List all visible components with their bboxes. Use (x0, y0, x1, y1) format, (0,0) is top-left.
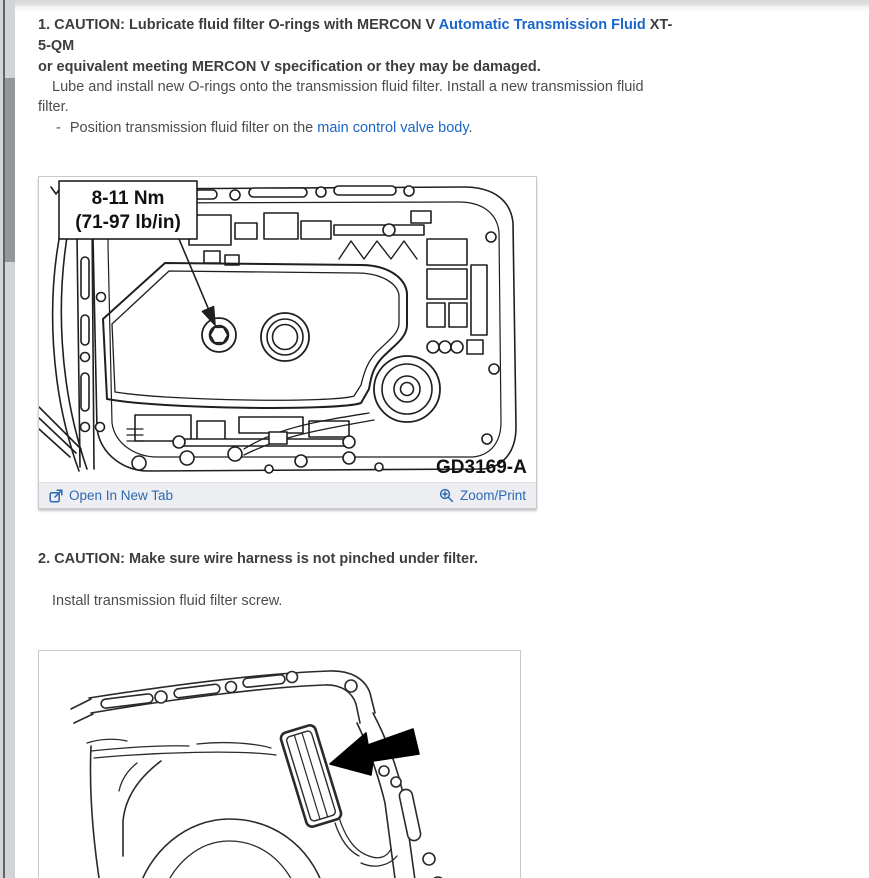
step1-caution (38, 15, 678, 78)
open-in-new-tab-label: Open In New Tab (69, 488, 174, 503)
step1-paragraph-line2: filter. (38, 99, 69, 115)
step1-bullet-text: Position transmission fluid filter on the (69, 120, 318, 136)
open-in-new-tab-icon (49, 489, 63, 503)
step1-caution-text-2: XT-5-QM (38, 17, 673, 54)
document-content (15, 0, 869, 878)
valve-body-link[interactable]: main control valve body (317, 120, 469, 136)
step2-number: 2. (38, 551, 51, 567)
step1-bullet (56, 118, 656, 138)
step1-paragraph (38, 77, 653, 117)
torque-callout-line2: (71-97 lb/in) (75, 212, 181, 233)
step2-caution (38, 549, 678, 570)
step2-paragraph: Install transmission fluid filter screw. (52, 593, 283, 609)
zoom-print-link[interactable] (439, 488, 526, 503)
left-scrollbar-track[interactable] (0, 0, 15, 878)
atf-link[interactable]: Automatic Transmission Fluid (438, 17, 646, 33)
bullet-dash: - (56, 120, 61, 136)
figure2-pan-filter-diagram (39, 651, 520, 878)
step1-caution-text-3: or equivalent meeting MERCON V specification or they may be damaged. (38, 59, 541, 75)
step1-bullet-period: . (468, 120, 473, 136)
step1-caution-text: CAUTION: Lubricate fluid filter O-rings with MERCON V (54, 17, 439, 33)
left-scrollbar-thumb[interactable] (5, 78, 15, 262)
step1-paragraph-line1: Lube and install new O-rings onto the transmission fluid filter. Install a new transmission fluid (52, 79, 644, 95)
magnifier-plus-icon (439, 488, 454, 503)
zoom-print-label: Zoom/Print (459, 488, 526, 503)
figure1-action-bar (39, 482, 536, 508)
figure2 (38, 650, 521, 878)
torque-callout-line1: 8-11 Nm (91, 188, 165, 209)
figure1 (38, 176, 537, 509)
figure1-ref-label: GD3169-A (436, 457, 527, 478)
step2-caution-text: CAUTION: Make sure wire harness is not pinched under filter. (54, 551, 478, 567)
step1-number: 1. (38, 17, 51, 33)
figure1-valve-body-diagram (39, 177, 536, 482)
open-in-new-tab-link[interactable] (49, 488, 173, 503)
